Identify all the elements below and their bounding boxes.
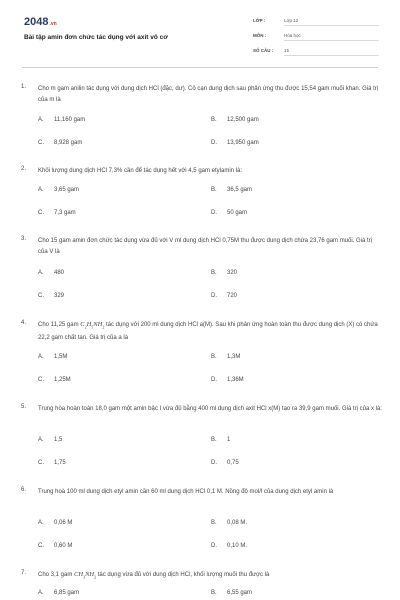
page-title: Bài tập amin đơn chức tác dụng với axit vô cơ [24, 34, 168, 41]
option-letter: D. [211, 377, 217, 383]
formula-sub: 2 [84, 324, 87, 330]
option-letter: D. [211, 460, 217, 466]
option-letter: B. [211, 117, 217, 123]
option-c[interactable] [38, 377, 71, 383]
option-text: 1,25M [54, 377, 71, 383]
option-letter: C. [38, 460, 44, 466]
option-a[interactable] [38, 354, 67, 360]
option-text: 480 [54, 270, 65, 276]
option-text: 1,5 [54, 437, 63, 443]
question-number: 7. [21, 570, 27, 576]
option-a[interactable] [38, 520, 72, 526]
option-text: 329 [54, 293, 65, 299]
formula-part: H [86, 321, 92, 328]
option-letter: B. [211, 270, 217, 276]
option-letter: A. [38, 437, 44, 443]
worksheet-header [0, 0, 400, 68]
option-text: 1,36M [227, 377, 244, 383]
option-b[interactable] [211, 117, 259, 123]
option-letter: C. [38, 140, 44, 146]
option-text: 1 [227, 437, 231, 443]
option-d[interactable] [211, 377, 244, 383]
formula-sub: 3 [83, 574, 86, 580]
question-text-after: tác dụng vừa đủ với dung dịch HCl, khối lượng muối thu được là [96, 572, 270, 578]
option-text: 6,55 gam [227, 590, 253, 596]
option-text: 11,160 gam [54, 117, 86, 123]
option-text: 720 [227, 293, 238, 299]
option-c[interactable] [38, 140, 82, 146]
option-text: 7,3 gam [54, 210, 76, 216]
option-a[interactable] [38, 437, 62, 443]
option-text: 6,85 gam [54, 590, 80, 596]
meta-label-subject: MÔN : [253, 33, 267, 38]
meta-value-subject: Hóa học [284, 33, 379, 41]
option-b[interactable] [211, 520, 247, 526]
option-letter: A. [38, 187, 44, 193]
option-text: 0,75 [227, 460, 239, 466]
option-letter: C. [38, 210, 44, 216]
meta-value-count: 15 [284, 48, 379, 56]
option-text: 3,65 gam [54, 187, 80, 193]
option-text: 320 [227, 270, 238, 276]
option-c[interactable] [38, 210, 76, 216]
question-text-before: Cho 3,1 gam [38, 572, 75, 578]
option-text: 13,950 gam [227, 140, 259, 146]
question-text-before: Cho 11,25 gam [38, 322, 81, 328]
question-text [38, 570, 383, 583]
question-number: 5. [21, 404, 27, 410]
option-text: 0,60 M [54, 543, 73, 549]
option-letter: D. [211, 140, 217, 146]
question-number: 4. [21, 320, 27, 326]
option-d[interactable] [211, 210, 247, 216]
option-text: 0,06 M [54, 520, 73, 526]
question-text: Cho 15 gam amin đơn chức tác dụng vừa đủ với V ml dung dịch HCl 0,75M thu được dung dịch chứa 23,76 gam muối. Giá trị của V là [38, 238, 373, 255]
meta-value-class: Lớp 12 [284, 18, 379, 26]
formula-part: NH [85, 571, 95, 578]
option-letter: C. [38, 293, 44, 299]
formula-part: C [80, 321, 85, 328]
question-text: Khối lượng dung dịch HCl 7,3% cần để tác dụng hết với 4,5 gam etylamin là: [38, 168, 242, 174]
option-d[interactable] [211, 460, 239, 466]
option-c[interactable] [38, 543, 72, 549]
option-letter: A. [38, 270, 44, 276]
option-b[interactable] [211, 187, 252, 193]
formula-part: NH [93, 321, 103, 328]
formula-sub: 2 [94, 574, 97, 580]
option-letter: C. [38, 377, 44, 383]
option-a[interactable] [38, 187, 79, 193]
option-d[interactable] [211, 543, 247, 549]
option-text: 50 gam [227, 210, 248, 216]
option-text: 0,10 M. [227, 543, 248, 549]
site-logo[interactable] [24, 16, 57, 28]
formula-part: CH [74, 571, 84, 578]
question-number: 1. [21, 84, 27, 90]
question-text: Cho m gam anilin tác dụng với dung dịch HCl (đặc, dư). Cô cạn dung dịch sau phản ứng thu được 15,54 gam muối khan. Giá trị của m là [38, 86, 379, 103]
formula-sub: 5 [91, 324, 94, 330]
option-letter: A. [38, 117, 44, 123]
question-number: 6. [21, 487, 27, 493]
option-text: 1,3M [227, 354, 241, 360]
meta-label-count: SỐ CÂU : [253, 48, 274, 53]
option-a[interactable] [38, 590, 79, 596]
formula-c2h5nh2 [80, 321, 104, 328]
option-d[interactable] [211, 140, 259, 146]
option-letter: A. [38, 520, 44, 526]
question-text: Trung hoà 100 ml dung dịch etyl amin cần 60 ml dung dịch HCl 0,1 M. Nồng độ mol/l của dung dịch etyl amin là [38, 489, 334, 495]
option-b[interactable] [211, 354, 240, 360]
question-text [38, 320, 383, 343]
option-b[interactable] [211, 437, 230, 443]
option-text: 1,75 [54, 460, 66, 466]
formula-sub: 2 [102, 324, 105, 330]
option-text: 1,5M [54, 354, 68, 360]
option-b[interactable] [211, 590, 252, 596]
logo-main: 2048 [24, 16, 49, 28]
logo-tld: .vn [49, 21, 57, 27]
question-number: 2. [21, 166, 27, 172]
option-b[interactable] [211, 270, 237, 276]
option-text: 36,5 gam [227, 187, 253, 193]
formula-ch3nh2 [74, 571, 96, 578]
question-number: 3. [21, 236, 27, 242]
option-d[interactable] [211, 293, 237, 299]
option-a[interactable] [38, 117, 85, 123]
question-text-after: tác dụng với 200 ml dung dịch HCl a(M). Sau khi phản ứng hoàn toàn thu được dung dịch (X) có chứa 22,2 gam chất tan. Giá trị của a là [38, 322, 378, 341]
option-letter: B. [211, 354, 217, 360]
option-a[interactable] [38, 270, 64, 276]
option-letter: A. [38, 590, 44, 596]
option-letter: A. [38, 354, 44, 360]
meta-label-class: LỚP : [253, 18, 266, 23]
option-letter: B. [211, 520, 217, 526]
option-text: 12,500 gam [227, 117, 259, 123]
option-letter: B. [211, 590, 217, 596]
option-letter: D. [211, 210, 217, 216]
header-divider [22, 67, 378, 68]
question-text: Trung hòa hoàn toàn 18,0 gam một amin bậc I vừa đủ bằng 400 ml dung dịch axit HCl x(M) tạo ra 39,9 gam muối. Giá trị của x là: [38, 406, 382, 412]
option-text: 8,928 gam [54, 140, 83, 146]
option-letter: B. [211, 437, 217, 443]
option-text: 0,08 M. [227, 520, 248, 526]
option-c[interactable] [38, 460, 66, 466]
option-letter: B. [211, 187, 217, 193]
option-letter: D. [211, 543, 217, 549]
option-letter: D. [211, 293, 217, 299]
option-letter: C. [38, 543, 44, 549]
option-c[interactable] [38, 293, 64, 299]
